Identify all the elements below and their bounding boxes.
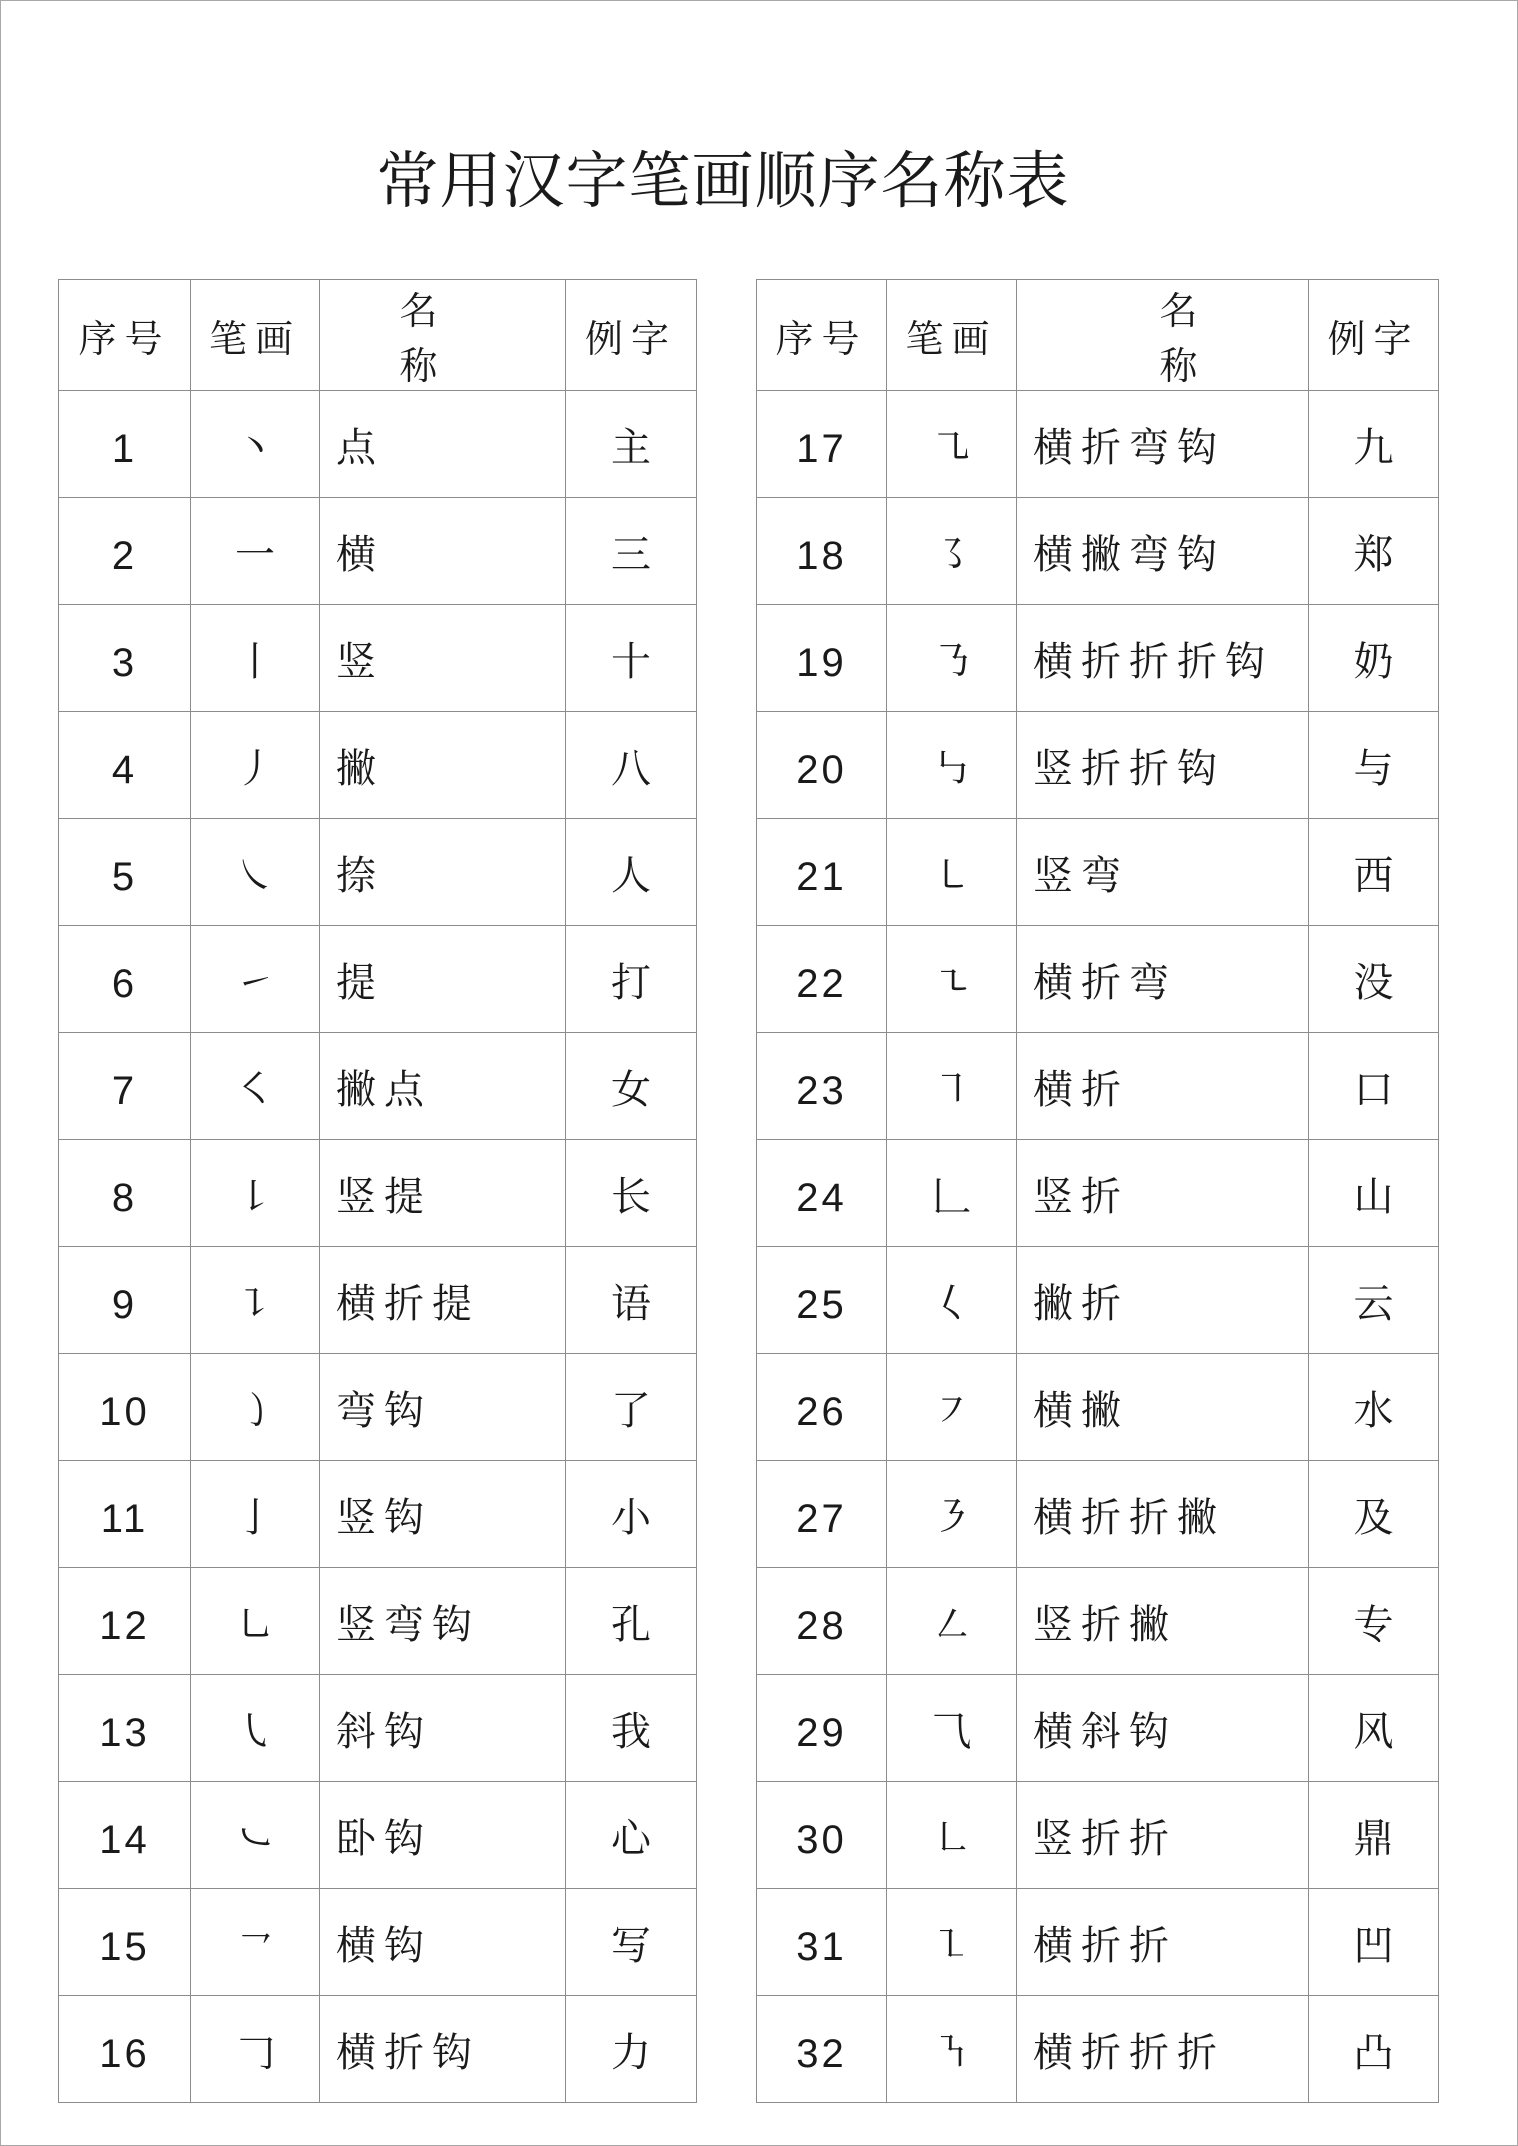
stroke-glyph: ㇟ [191, 1568, 320, 1675]
stroke-number: 27 [757, 1461, 887, 1568]
stroke-glyph: 丿 [191, 712, 320, 819]
stroke-number: 15 [59, 1889, 191, 1996]
stroke-number: 29 [757, 1675, 887, 1782]
table-row [59, 819, 697, 926]
table-row [757, 1889, 1439, 1996]
table-row [757, 1675, 1439, 1782]
header-example: 例字 [1309, 280, 1439, 391]
stroke-name: 竖折折 [1017, 1782, 1309, 1889]
table-row [59, 498, 697, 605]
stroke-name: 横折折撇 [1017, 1461, 1309, 1568]
stroke-name: 捺 [320, 819, 566, 926]
table-row [757, 926, 1439, 1033]
example-character: 九 [1309, 391, 1439, 498]
stroke-name: 点 [320, 391, 566, 498]
table-row [59, 605, 697, 712]
stroke-table-right [756, 279, 1439, 2103]
stroke-name: 撇 [320, 712, 566, 819]
example-character: 口 [1309, 1033, 1439, 1140]
example-character: 长 [566, 1140, 697, 1247]
table-row [757, 819, 1439, 926]
example-character: 凹 [1309, 1889, 1439, 1996]
table-row [59, 1568, 697, 1675]
stroke-number: 23 [757, 1033, 887, 1140]
stroke-glyph: 亅 [191, 1461, 320, 1568]
stroke-number: 32 [757, 1996, 887, 2103]
example-character: 云 [1309, 1247, 1439, 1354]
stroke-number: 31 [757, 1889, 887, 1996]
example-character: 鼎 [1309, 1782, 1439, 1889]
stroke-name: 撇折 [1017, 1247, 1309, 1354]
header-stroke: 笔画 [887, 280, 1017, 391]
stroke-glyph: ㇃ [191, 1782, 320, 1889]
stroke-number: 17 [757, 391, 887, 498]
stroke-glyph: ㇁ [191, 1354, 320, 1461]
table-row [59, 712, 697, 819]
stroke-glyph: ⺄ [887, 1675, 1017, 1782]
example-character: 专 [1309, 1568, 1439, 1675]
stroke-glyph: ㇜ [887, 1568, 1017, 1675]
stroke-name: 竖 [320, 605, 566, 712]
stroke-glyph: ㇖ [191, 1889, 320, 1996]
table-row [757, 1461, 1439, 1568]
example-character: 小 [566, 1461, 697, 1568]
stroke-number: 12 [59, 1568, 191, 1675]
stroke-glyph: ㇙ [191, 1140, 320, 1247]
stroke-name: 横折弯钩 [1017, 391, 1309, 498]
stroke-number: 20 [757, 712, 887, 819]
stroke-number: 22 [757, 926, 887, 1033]
table-row [757, 1782, 1439, 1889]
table-row [757, 1140, 1439, 1247]
stroke-number: 3 [59, 605, 191, 712]
stroke-name: 竖弯钩 [320, 1568, 566, 1675]
stroke-table-left [58, 279, 697, 2103]
stroke-number: 11 [59, 1461, 191, 1568]
stroke-number: 6 [59, 926, 191, 1033]
stroke-number: 30 [757, 1782, 887, 1889]
table-row [757, 1247, 1439, 1354]
stroke-glyph: ㇋ [887, 1461, 1017, 1568]
table-row [757, 1354, 1439, 1461]
stroke-number: 21 [757, 819, 887, 926]
stroke-glyph: ㇗ [887, 1782, 1017, 1889]
header-stroke: 笔画 [191, 280, 320, 391]
stroke-name: 竖提 [320, 1140, 566, 1247]
stroke-name: 撇点 [320, 1033, 566, 1140]
stroke-glyph: ㇉ [887, 712, 1017, 819]
example-character: 八 [566, 712, 697, 819]
example-character: 郑 [1309, 498, 1439, 605]
example-character: 奶 [1309, 605, 1439, 712]
stroke-glyph: ㇡ [887, 605, 1017, 712]
example-character: 主 [566, 391, 697, 498]
table-row [59, 1247, 697, 1354]
stroke-name: 横折折折钩 [1017, 605, 1309, 712]
stroke-glyph: ㇂ [191, 1675, 320, 1782]
example-character: 没 [1309, 926, 1439, 1033]
stroke-glyph: ㇎ [887, 1996, 1017, 2103]
stroke-glyph: 𠃌 [191, 1996, 320, 2103]
stroke-glyph: 丨 [191, 605, 320, 712]
example-character: 凸 [1309, 1996, 1439, 2103]
stroke-number: 16 [59, 1996, 191, 2103]
table-row [59, 391, 697, 498]
stroke-name: 竖钩 [320, 1461, 566, 1568]
example-character: 人 [566, 819, 697, 926]
stroke-glyph: ㇇ [887, 1354, 1017, 1461]
table-header-row [757, 280, 1439, 391]
example-character: 心 [566, 1782, 697, 1889]
table-row [757, 1996, 1439, 2103]
table-row [59, 1782, 697, 1889]
stroke-glyph: 一 [191, 498, 320, 605]
stroke-name: 横钩 [320, 1889, 566, 1996]
stroke-number: 9 [59, 1247, 191, 1354]
stroke-name: 横折提 [320, 1247, 566, 1354]
example-character: 了 [566, 1354, 697, 1461]
table-row [59, 1033, 697, 1140]
stroke-name: 斜钩 [320, 1675, 566, 1782]
example-character: 三 [566, 498, 697, 605]
stroke-name: 横撇 [1017, 1354, 1309, 1461]
stroke-glyph: ㇀ [191, 926, 320, 1033]
stroke-glyph: ㇛ [191, 1033, 320, 1140]
example-character: 十 [566, 605, 697, 712]
stroke-glyph: 丶 [191, 391, 320, 498]
stroke-name: 横撇弯钩 [1017, 498, 1309, 605]
header-example: 例字 [566, 280, 697, 391]
table-row [59, 1461, 697, 1568]
stroke-glyph: ㇄ [887, 819, 1017, 926]
stroke-number: 10 [59, 1354, 191, 1461]
stroke-number: 25 [757, 1247, 887, 1354]
table-row [59, 1675, 697, 1782]
stroke-number: 2 [59, 498, 191, 605]
stroke-number: 1 [59, 391, 191, 498]
stroke-glyph: ㇅ [887, 1889, 1017, 1996]
table-body-right [757, 391, 1439, 2103]
stroke-glyph: 𡿨 [887, 1247, 1017, 1354]
table-row [59, 1996, 697, 2103]
table-row [59, 926, 697, 1033]
page-title: 常用汉字笔画顺序名称表 [376, 144, 1070, 217]
header-name: 名 称 [320, 280, 566, 391]
example-character: 西 [1309, 819, 1439, 926]
stroke-number: 5 [59, 819, 191, 926]
example-character: 及 [1309, 1461, 1439, 1568]
example-character: 语 [566, 1247, 697, 1354]
stroke-name: 横折折折 [1017, 1996, 1309, 2103]
stroke-name: 横 [320, 498, 566, 605]
example-character: 山 [1309, 1140, 1439, 1247]
example-character: 风 [1309, 1675, 1439, 1782]
stroke-name: 竖折 [1017, 1140, 1309, 1247]
stroke-number: 24 [757, 1140, 887, 1247]
stroke-name: 提 [320, 926, 566, 1033]
stroke-name: 卧钩 [320, 1782, 566, 1889]
stroke-glyph: ㇏ [191, 819, 320, 926]
example-character: 孔 [566, 1568, 697, 1675]
table-row [59, 1140, 697, 1247]
stroke-name: 横折钩 [320, 1996, 566, 2103]
stroke-number: 28 [757, 1568, 887, 1675]
header-number: 序号 [59, 280, 191, 391]
stroke-name: 竖弯 [1017, 819, 1309, 926]
table-row [757, 1033, 1439, 1140]
table-row [59, 1889, 697, 1996]
example-character: 与 [1309, 712, 1439, 819]
header-number: 序号 [757, 280, 887, 391]
stroke-glyph: 𠃊 [887, 1140, 1017, 1247]
stroke-glyph: ㇊ [191, 1247, 320, 1354]
stroke-glyph: ㇌ [887, 498, 1017, 605]
stroke-name: 竖折撇 [1017, 1568, 1309, 1675]
stroke-name: 横折 [1017, 1033, 1309, 1140]
example-character: 女 [566, 1033, 697, 1140]
stroke-number: 4 [59, 712, 191, 819]
example-character: 水 [1309, 1354, 1439, 1461]
table-row [757, 605, 1439, 712]
stroke-name: 竖折折钩 [1017, 712, 1309, 819]
table-row [757, 1568, 1439, 1675]
table-row [757, 391, 1439, 498]
table-row [757, 712, 1439, 819]
stroke-number: 8 [59, 1140, 191, 1247]
stroke-glyph: ㇕ [887, 1033, 1017, 1140]
table-header-row [59, 280, 697, 391]
stroke-name: 弯钩 [320, 1354, 566, 1461]
stroke-number: 14 [59, 1782, 191, 1889]
example-character: 打 [566, 926, 697, 1033]
stroke-number: 13 [59, 1675, 191, 1782]
stroke-name: 横折弯 [1017, 926, 1309, 1033]
example-character: 力 [566, 1996, 697, 2103]
table-body-left [59, 391, 697, 2103]
stroke-number: 7 [59, 1033, 191, 1140]
stroke-name: 横折折 [1017, 1889, 1309, 1996]
table-row [59, 1354, 697, 1461]
stroke-number: 19 [757, 605, 887, 712]
stroke-number: 18 [757, 498, 887, 605]
example-character: 我 [566, 1675, 697, 1782]
header-name: 名 称 [1017, 280, 1309, 391]
stroke-name: 横斜钩 [1017, 1675, 1309, 1782]
stroke-number: 26 [757, 1354, 887, 1461]
table-row [757, 498, 1439, 605]
stroke-glyph: ㇈ [887, 391, 1017, 498]
stroke-glyph: ㇍ [887, 926, 1017, 1033]
example-character: 写 [566, 1889, 697, 1996]
